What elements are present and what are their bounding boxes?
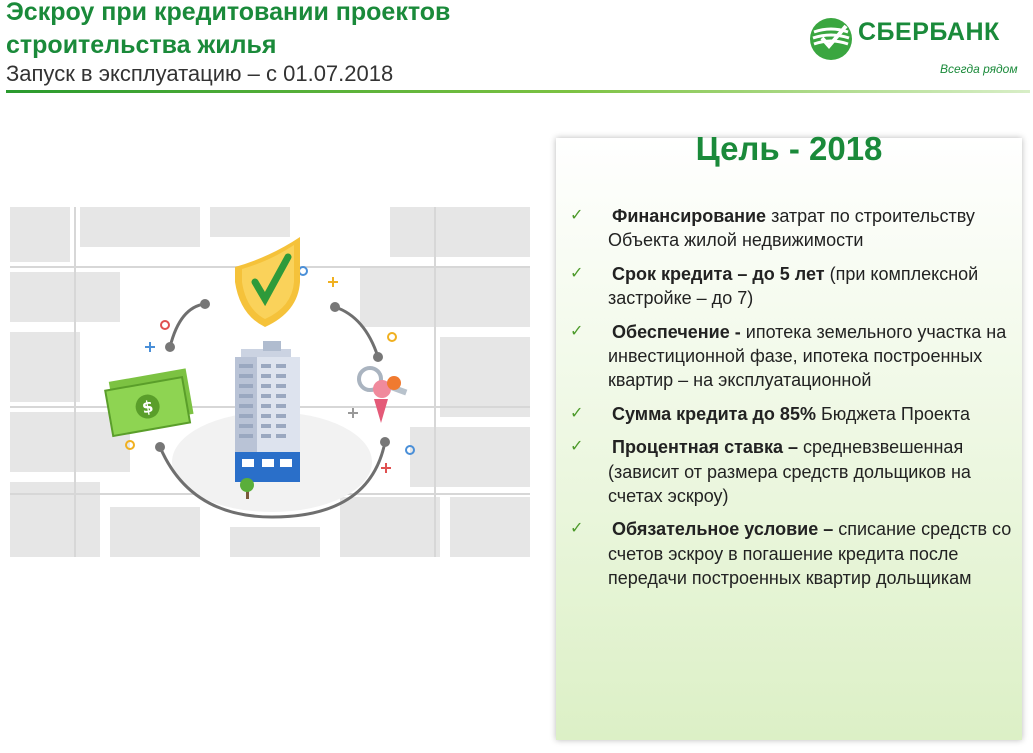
list-item [568, 204, 1013, 253]
slide-subtitle: Запуск в эксплуатацию – с 01.07.2018 [6, 61, 394, 86]
goals-panel [556, 130, 1022, 740]
panel-title: Цель - 2018 [695, 130, 883, 167]
slide-title-line2: строительства жилья [6, 31, 277, 59]
item-text: (при комплексной застройке – до 7) [608, 263, 979, 309]
sberbank-logo [808, 16, 1030, 80]
check-icon: ✓ [570, 438, 584, 456]
title-divider [6, 90, 1030, 93]
item-text: затрат по строительству Объекта жилой недвижимости [608, 206, 975, 251]
logo-tagline: Всегда рядом [940, 62, 1018, 76]
check-icon: ✓ [570, 264, 584, 282]
item-bold: Обеспечение - [612, 321, 741, 342]
check-icon: ✓ [570, 322, 584, 340]
sberbank-logo-icon [808, 16, 854, 62]
item-text: списание средств со счетов эскроу в погашение кредита после передачи построенных квартир дольщикам [608, 519, 1012, 589]
item-bold: Финансирование [612, 206, 767, 226]
list-item [568, 517, 1013, 590]
list-item [568, 435, 1013, 508]
svg-text:$: $ [140, 396, 155, 418]
logo-name: СБЕРБАНК [858, 18, 1000, 46]
building-icon [235, 341, 300, 499]
check-icon: ✓ [570, 207, 584, 224]
escrow-illustration [10, 207, 530, 557]
item-bold: Сумма кредита до 85% [612, 403, 816, 424]
item-bold: Срок кредита – до 5 лет [612, 263, 825, 284]
item-text: Бюджета Проекта [820, 403, 971, 424]
item-text: ипотека земельного участка на инвестиционной фазе, ипотека построенных квартир – на эксплуатационной [608, 321, 1007, 391]
slide-title [6, 0, 450, 62]
item-bold: Обязательное условие – [612, 519, 834, 540]
item-text: средневзвешенная (зависит от размера средств дольщиков на счетах эскроу) [608, 437, 971, 507]
list-item [568, 262, 1013, 311]
item-bold: Процентная ставка – [612, 437, 799, 458]
slide-title-line1: Эскроу при кредитовании проектов [6, 0, 451, 26]
check-icon: ✓ [570, 520, 584, 538]
check-icon: ✓ [570, 404, 584, 422]
list-item [568, 402, 1013, 426]
goals-list [568, 204, 1013, 600]
list-item [568, 320, 1013, 393]
